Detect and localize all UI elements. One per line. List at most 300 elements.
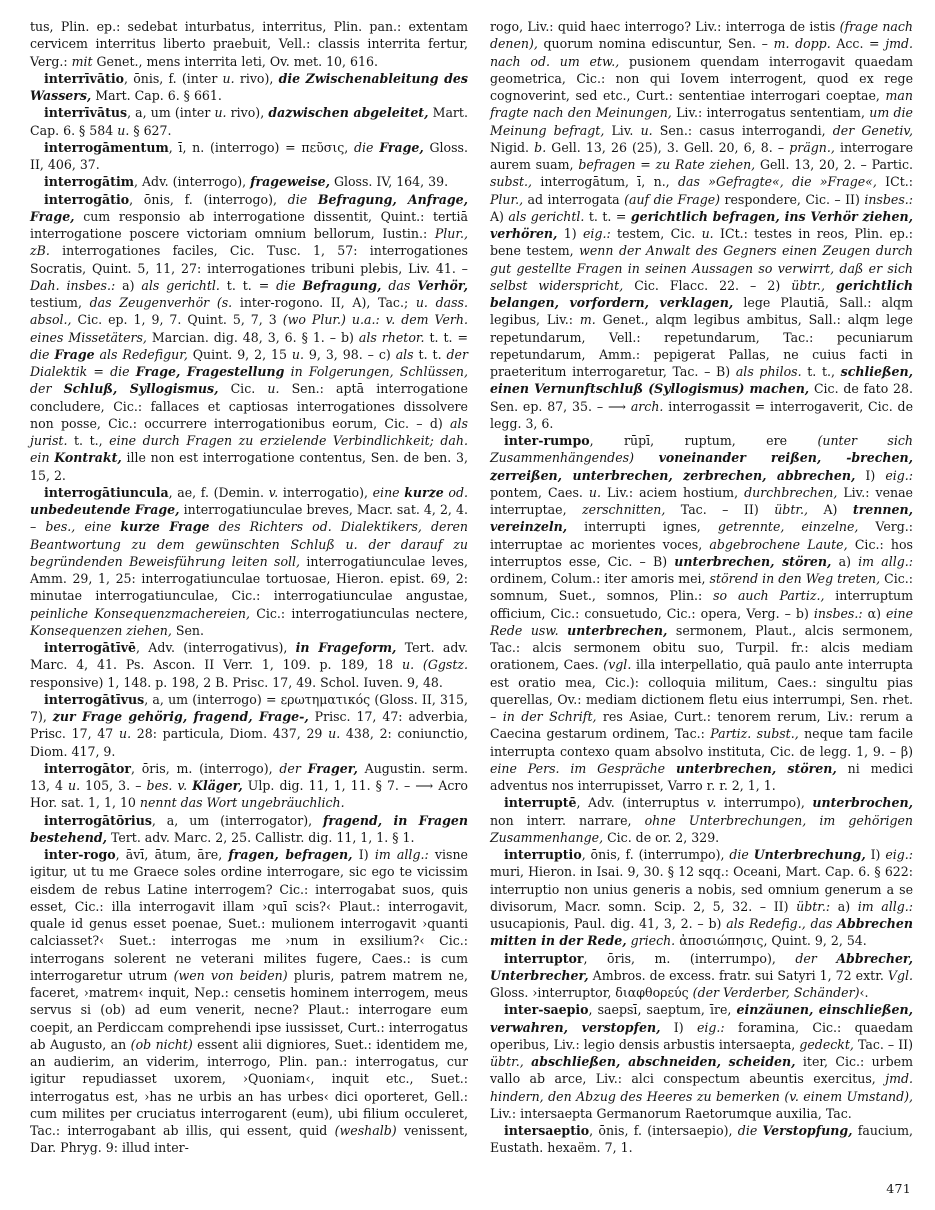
italic-note: eig.:: [583, 226, 611, 241]
entry-headword: interrogātim: [44, 174, 134, 190]
german-gloss: Befragung, Anfrage, Frage,: [30, 191, 468, 224]
citation-text: 438, 2: coniunctio, Diom. 417, 9.: [30, 726, 468, 759]
citation-text: sermonem, Plaut., alcis sermonem, Tac.: alcis sermonem obitu suo, Turpil. fr.: alcis mediam orationem, Caes.: [489, 622, 913, 673]
entry-headword: interrogātōrius: [44, 812, 152, 828]
german-gloss: gerichtlich belangen, vorfordern, verklagen,: [489, 277, 913, 310]
italic-note: das Zeugenverhör (s.: [89, 295, 233, 310]
citation-text: tus, Plin. ep.: sedebat inturbatus, interritus, Plin. pan.: extentam cervicem interritus liberto praebuit, Vell.: classis interrita fertur, Verg.:: [30, 19, 468, 69]
citation-text: Augustin. serm. 13, 4: [30, 760, 468, 793]
citation-text: Cic. de fato 28. Sen. ep. 87, 35. – ⟶: [489, 381, 913, 414]
citation-text: interrogationes faciles, Cic. Tusc. 1, 57: interrogationes Socratis, Quint. 5, 11, 27: interrogationes tribuni plebis, Liv. 41. –: [30, 243, 468, 276]
citation-text: Quint. 9, 2, 15: [187, 346, 292, 362]
citation-text: rivo),: [226, 105, 269, 121]
italic-note: eine: [372, 484, 405, 500]
italic-note: insbes.:: [813, 605, 863, 621]
italic-note: die: [287, 191, 318, 207]
italic-note: b.: [534, 139, 547, 155]
italic-note: übtr.,: [791, 277, 836, 293]
citation-text: Cic.: hos interruptos esse, Cic. – B): [489, 536, 913, 569]
citation-text: Cic. ep. 1, 9, 7. Quint. 5, 7, 3: [71, 312, 283, 328]
german-gloss: zur Frage gehörig, fragend, Frage-,: [52, 709, 309, 724]
dictionary-entry: [490, 794, 913, 846]
citation-text: inter-rogono. II, A), Tac.;: [232, 295, 416, 310]
dictionary-entry: [30, 104, 468, 139]
german-gloss: abschließen, abschneiden, scheiden,: [531, 1054, 796, 1069]
german-gloss: unbedeutende Frage,: [30, 502, 180, 517]
citation-text: Verg.: interruptae ac morientes voces,: [489, 519, 914, 552]
citation-text: interrogare aurem suam,: [489, 139, 913, 172]
italic-note: (der Verderber, Schänder): [692, 985, 860, 1000]
citation-text: Liv.: [604, 122, 641, 138]
citation-text: , ōris, m. (interrogo),: [130, 760, 280, 776]
citation-text: foramina, Cic.: quaedam operibus, Liv.: legio densis arbustis intersaepta,: [489, 1019, 913, 1052]
german-gloss: die Zwischenableitung des Wassers,: [30, 70, 468, 103]
citation-text: testem, Cic.: [610, 226, 702, 241]
german-gloss: Unterbrechung,: [753, 847, 866, 862]
citation-text: t. t.,: [801, 364, 841, 379]
citation-text: 105, 3. –: [80, 778, 147, 793]
citation-text: 9, 3, 98. – c): [303, 346, 396, 362]
italic-note: die: [354, 139, 380, 155]
italic-note: u.: [701, 226, 714, 241]
citation-text: res Asiae, Curt.: tenorem rerum, Liv.: rerum a Caecina gestarum ordinem, Tac.:: [489, 709, 914, 742]
citation-text: rogo, Liv.: quid haec interrogo? Liv.: interroga de istis: [489, 19, 840, 34]
citation-text: interrupti ignes,: [567, 519, 718, 535]
left-column: [30, 18, 468, 1157]
citation-text: interruptum officium, Cic.: consuetudo, Cic.: opera, Verg. – b): [489, 588, 913, 621]
citation-text: iter, Cic.: urbem vallo ab arce, Liv.: alci conspectum abeuntis exercitus,: [489, 1054, 913, 1087]
italic-note: griech.: [630, 933, 676, 949]
entry-headword: interrogātor: [44, 760, 131, 776]
citation-text: ICt.: testes in reos, Plin. ep.: bene testem,: [489, 226, 914, 259]
italic-note: des Richters od. Dialektikers, deren Beantwortung zu dem gewünschten Schluß u. der darauf zu begründenden Beweisführung leiten soll,: [30, 519, 468, 569]
citation-text: , Adv. (interrogativus),: [136, 640, 296, 655]
citation-text: Genet., mens interrita leti, Ov. met. 10, 616.: [96, 53, 378, 69]
entry-headword: interrogātio: [44, 191, 130, 207]
italic-note: der Genetiv,: [832, 122, 913, 138]
citation-text: I): [660, 1019, 697, 1035]
citation-text: respondere, Cic. – II): [720, 191, 865, 207]
italic-note: (auf die Frage): [624, 191, 721, 207]
german-gloss: Abbrecher, Unterbrecher,: [489, 950, 913, 983]
citation-text: Gloss. IV, 164, 39.: [329, 174, 449, 190]
entry-headword: interrogātīvē: [44, 640, 136, 655]
italic-note: wenn der Anwalt des Gegners einen Zeugen durch gut gestellte Fragen in seinen Aussagen so verwirrt, daß er sich selbst widerspricht,: [489, 243, 913, 293]
italic-note: Konsequenzen ziehen,: [30, 622, 172, 638]
entry-headword: inter-rogo: [44, 847, 116, 862]
italic-note: (frage nach denen),: [489, 19, 913, 52]
italic-note: im allg.:: [858, 553, 913, 569]
citation-text: Tert. adv. Marc. 4, 41. Ps. Ascon. II Verr. 1, 109. p. 189, 18: [30, 640, 468, 673]
italic-note: als jurist.: [30, 415, 468, 448]
italic-note: übtr.:: [796, 898, 831, 914]
entry-headword: interrīvātus: [44, 105, 128, 121]
italic-note: (wo Plur.) u.a.: v. dem Verh. eines Missetäters,: [30, 312, 468, 345]
german-gloss: Frage,: [379, 139, 424, 155]
italic-note: Dah. insbes.:: [30, 277, 116, 293]
italic-note: Partiz. subst.,: [710, 726, 799, 742]
citation-text: a): [115, 277, 142, 293]
italic-note: u. (Ggstz.: [402, 657, 468, 673]
entry-headword: inter-saepio: [503, 1002, 589, 1018]
dictionary-entry: [30, 760, 468, 812]
dictionary-entry: [30, 484, 468, 639]
citation-text: Cic. Flacc. 22. – 2): [623, 277, 792, 293]
citation-text: , ae, f. (Demin.: [168, 484, 269, 500]
italic-note: eig.:: [885, 847, 913, 862]
german-gloss: unterbrochen,: [812, 795, 913, 811]
citation-text: Sen.: casus interrogandi,: [652, 122, 833, 138]
citation-text: Cic.: interrogatiunculas nectere,: [250, 605, 468, 621]
citation-text: Gloss. ›interruptor,: [489, 985, 616, 1000]
german-gloss: Frager,: [307, 760, 358, 776]
page-number: 471: [886, 1181, 911, 1196]
citation-text: usucapionis, Paul. dig. 41, 3, 2. – b): [489, 916, 727, 931]
citation-text: Cic. de or. 2, 329.: [603, 829, 720, 845]
italic-note: u.: [328, 726, 341, 742]
italic-note: die: [729, 847, 754, 862]
citation-text: , Quint. 9, 2, 54.: [763, 933, 867, 949]
citation-text: t. t.,: [67, 433, 110, 448]
citation-text: Liv.: aciem hostium,: [600, 484, 745, 500]
dictionary-entry: [30, 173, 468, 190]
italic-note: bes. v.: [146, 778, 193, 793]
citation-text: 1): [557, 226, 583, 241]
italic-note: mit: [71, 53, 97, 69]
italic-note: der Dialektik = die: [30, 346, 468, 379]
citation-text: ille non est interrogatione contentus, Sen. de ben. 3, 15, 2.: [30, 450, 468, 483]
citation-text: Gell. 13, 20, 2. – Partic.: [755, 157, 913, 172]
italic-note: im allg.:: [857, 898, 913, 914]
dictionary-entry: [30, 191, 468, 484]
italic-note: v.: [706, 795, 717, 811]
citation-text: ICt.:: [876, 174, 913, 190]
entry-headword: interruptio: [503, 847, 582, 862]
citation-text: t. t.: [413, 346, 447, 362]
dictionary-entry: [490, 950, 913, 1002]
citation-text: faucium, Eustath. hexaëm. 7, 1.: [489, 1123, 913, 1156]
citation-text: Sen.: [171, 622, 204, 638]
italic-note: od.: [443, 484, 468, 500]
citation-text: ad interrogata: [523, 191, 625, 207]
citation-text: Nigid.: [489, 139, 535, 155]
italic-note: der: [795, 950, 837, 966]
italic-note: bes., eine: [45, 519, 121, 535]
citation-text: illa interpellatio, quā paulo ante interrupta est oratio mea, Cic.): colloquia militum, Caes.: singultu pias querellas, Ov.: mediam dictionem fletu eius interrumpi, Sen. rhet. –: [489, 657, 913, 724]
german-gloss: fragen, befragen,: [228, 847, 353, 862]
citation-text: , ōnis, f. (inter: [124, 70, 223, 86]
citation-text: ‹.: [859, 985, 869, 1000]
italic-note: als rhetor.: [358, 329, 425, 345]
italic-note: u.: [117, 122, 130, 138]
citation-text: t. t. =: [219, 277, 277, 293]
german-gloss: Verstopfung,: [762, 1123, 853, 1138]
citation-text: , āvī, ātum, āre,: [115, 847, 229, 862]
german-gloss: fragend, in Fragen bestehend,: [30, 812, 468, 845]
dictionary-entry: [30, 139, 468, 174]
german-gloss: Schluß, Syllogismus,: [63, 381, 219, 397]
german-gloss: kurze: [404, 484, 444, 500]
italic-note: u.: [118, 726, 132, 742]
italic-note: u.: [267, 381, 280, 397]
citation-text: , ōnis, f. (interrumpo),: [581, 847, 730, 862]
citation-text: , ōnis, f. (interrogo),: [129, 191, 288, 207]
greek-text: ἀποσιώπησις: [679, 933, 764, 949]
citation-text: interrogatiunculae breves, Macr. sat. 4, 2, 4. –: [30, 502, 468, 535]
italic-note: Plur., zB.: [30, 226, 468, 259]
italic-note: u.: [640, 122, 653, 138]
italic-note: zerschnitten,: [582, 502, 666, 517]
citation-text: interrogatio),: [278, 484, 373, 500]
citation-text: interrumpo),: [716, 795, 813, 811]
dictionary-entry: [490, 1001, 913, 1122]
citation-text: quorum nomina ediscuntur, Sen. –: [537, 36, 774, 52]
entry-headword: interrogāmentum: [44, 139, 169, 155]
citation-text: , ōris, m. (interrumpo),: [583, 950, 796, 966]
citation-text: venissent, Dar. Phryg. 9: illud inter-: [30, 1123, 468, 1156]
italic-note: die: [276, 277, 303, 293]
citation-text: I): [855, 467, 886, 483]
italic-note: der: [279, 760, 308, 776]
italic-note: als Redefig., das: [726, 916, 838, 931]
entry-continuation: [490, 18, 913, 432]
dictionary-entry: [490, 432, 913, 794]
entry-headword: interrīvātio: [44, 70, 125, 86]
italic-note: (unter sich Zusammenhängendes): [489, 433, 913, 466]
citation-text: Genet., alqm legibus ambitus, Sall.: alqm lege repetundarum, Vell.: repetundarum, Tac.: pecuniarum repetundarum, Amm.: pepigerat Pallas, ne cuius facti in praeteritum interrogaretur, Tac. – B): [489, 312, 913, 379]
italic-note: das »Gefragte«, die »Frage«,: [678, 174, 877, 190]
italic-note: als: [395, 346, 414, 362]
german-gloss: trennen, vereinzeln,: [489, 502, 914, 535]
citation-text: Mart. Cap. 6. § 584: [30, 105, 468, 138]
citation-text: Liv.: interrogatus sententiam,: [671, 105, 870, 121]
citation-text: , a, um (interrogo) =: [144, 691, 281, 707]
dictionary-entry: [30, 70, 468, 105]
citation-text: Acc. =: [830, 36, 886, 52]
citation-text: pluris, patrem matrem ne, faceret, ›matrem‹ inquit, Nep.: censetis hominem interrogem, meus servus si (ob) ad eum venerit, necne? Plaut.: interrogare eum coepit, an Perdiccam comprehendi ipse iussisset, Curt.: interrogatus ab Augusto, an: [30, 967, 468, 1052]
greek-text: πεῦσις: [301, 139, 345, 155]
citation-text: (Gloss. II, 315, 7),: [30, 691, 468, 724]
italic-note: u.: [68, 778, 81, 793]
citation-text: Cic.: [218, 381, 268, 397]
italic-note: getrennte, einzelne,: [717, 519, 859, 535]
german-gloss: frageweise,: [250, 174, 330, 190]
citation-text: I): [352, 847, 375, 862]
citation-text: Prisc. 17, 47: adverbia, Prisc. 17, 47: [30, 709, 468, 742]
citation-text: Tac. – II): [853, 1036, 913, 1052]
italic-note: u.: [222, 70, 235, 86]
citation-text: , ōnis, f. (intersaepio),: [589, 1123, 738, 1138]
citation-text: t. t. =: [424, 329, 468, 345]
citation-text: Ulp. dig. 11, 1, 11. § 7. – ⟶ Acro Hor. sat. 1, 1, 10: [30, 778, 468, 811]
italic-note: im allg.:: [374, 847, 429, 862]
italic-note: als gerichtl.: [508, 208, 585, 224]
italic-note: als Redefigur,: [94, 346, 188, 362]
citation-text: , Adv. (interruptus: [576, 795, 707, 811]
citation-text: lege Plautiā, Sall.: alqm legibus, Liv.:: [489, 295, 913, 328]
citation-text: , a, um (inter: [127, 105, 215, 121]
italic-note: in der Schrift,: [502, 709, 597, 724]
italic-note: Plur.,: [489, 191, 524, 207]
citation-text: I): [865, 847, 886, 862]
german-gloss: kurze Frage: [120, 519, 210, 535]
italic-note: in Folgerungen, Schlüssen, der: [30, 364, 468, 397]
italic-note: m.: [579, 312, 596, 328]
dictionary-entry: [30, 812, 468, 847]
german-gloss: voneinander reißen, -brechen, zerreißen, unterbrechen, zerbrechen, abbrechen,: [489, 450, 913, 483]
italic-note: übtr.,: [489, 1054, 532, 1069]
greek-text: ερωτηματικός: [280, 691, 371, 707]
two-column-text-body: [30, 18, 913, 1168]
italic-note: eine durch Fragen zu erzielende Verbindlichkeit; dah. ein: [30, 433, 468, 466]
citation-text: ,: [344, 139, 355, 155]
citation-text: § 627.: [129, 122, 172, 138]
italic-note: arch.: [630, 398, 664, 414]
italic-note: eine Rede usw.: [489, 605, 913, 638]
italic-note: ohne Unterbrechungen, im gehörigen Zusammenhange,: [489, 812, 914, 845]
italic-note: v.: [268, 484, 279, 500]
citation-text: A): [807, 502, 853, 517]
citation-text: responsive) 1, 148. p. 198, 2 B. Prisc. 17, 49. Schol. Iuven. 9, 48.: [30, 674, 443, 690]
german-gloss: unterbrechen, stören,: [674, 553, 832, 569]
citation-text: A): [489, 208, 509, 224]
italic-note: man fragte nach den Meinungen,: [489, 88, 913, 121]
dictionary-entry: [30, 691, 468, 760]
citation-text: neque tam facile interrupta contexo quam absolvo instituta, Cic. de legg. 1, 9. – β): [489, 726, 914, 759]
citation-text: interrogassit = interrogaverit, Cic. de legg. 3, 6.: [489, 398, 913, 431]
german-gloss: gerichtlich befragen, ins Verhör ziehen, verhören,: [489, 208, 914, 241]
citation-text: t. t. =: [584, 208, 631, 224]
citation-text: rivo),: [234, 70, 279, 86]
citation-text: Tert. adv. Marc. 2, 25. Callistr. dig. 11, 1, 1. § 1.: [106, 829, 415, 845]
citation-text: Liv.: venae interruptae,: [489, 484, 913, 517]
citation-text: non interr. narrare,: [489, 812, 645, 828]
german-gloss: Frage, Fragestellung: [135, 364, 285, 379]
citation-text: cum responsio ab interrogatione dissentit, Quint.: tertiā interrogatione poscere victoriam omnium bellorum, Iustin.:: [30, 208, 468, 241]
citation-text: interrogātum, ī, n.,: [531, 174, 679, 190]
entry-headword: interrogātiuncula: [44, 484, 169, 500]
citation-text: pontem, Caes.: [489, 484, 589, 500]
german-gloss: Frage: [54, 346, 95, 362]
citation-text: 28: particula, Diom. 437, 29: [131, 726, 329, 742]
italic-note: (wen von beiden): [173, 967, 288, 983]
italic-note: als gerichtl.: [141, 277, 220, 293]
entry-headword: inter-rumpo: [503, 433, 590, 448]
italic-note: Vgl.: [887, 967, 913, 983]
italic-note: abgebrochene Laute,: [709, 536, 848, 552]
italic-note: prägn.,: [789, 139, 835, 155]
italic-note: peinliche Konsequenzmachereien,: [30, 605, 250, 621]
italic-note: (vgl.: [603, 657, 632, 673]
entry-headword: interrogātīvus: [44, 691, 145, 707]
italic-note: u. dass. absol.,: [30, 295, 468, 328]
citation-text: α): [862, 605, 887, 621]
citation-text: ni medici adventus nos interrupisset, Varro r. r. 2, 1, 1.: [489, 760, 913, 793]
italic-note: als philos.: [735, 364, 802, 379]
italic-note: die: [30, 346, 55, 362]
greek-text: διαφθορεύς: [615, 985, 689, 1000]
italic-note: durchbrechen,: [744, 484, 838, 500]
citation-text: Gell. 13, 26 (25), 3. Gell. 20, 6, 8. –: [546, 139, 790, 155]
italic-note: um die Meinung befragt,: [489, 105, 913, 138]
italic-note: so auch Partiz.,: [713, 588, 825, 604]
german-gloss: Kläger,: [192, 778, 243, 793]
citation-text: Liv.: intersaepta Germanorum Raetorumque auxilia, Tac.: [489, 1105, 852, 1121]
italic-note: befragen = zu Rate ziehen,: [578, 157, 756, 172]
citation-text: , a, um (interrogator),: [151, 812, 324, 828]
italic-note: störend in den Weg treten,: [709, 571, 881, 586]
italic-note: gedeckt,: [799, 1036, 854, 1052]
citation-text: , ī, n. (interrogo) =: [168, 139, 302, 155]
italic-note: u.: [291, 346, 304, 362]
citation-text: interrogatiunculae leves, Amm. 29, 1, 25: interrogatiunculae tortuosae, Hieron. epist. 69, 2: minutae interrogatiunculae, Cic.: interrogatiunculae angustae,: [30, 553, 468, 604]
italic-note: u.: [588, 484, 601, 500]
italic-note: die: [737, 1123, 763, 1138]
italic-note: m. dopp.: [773, 36, 831, 52]
german-gloss: Befragung,: [302, 277, 382, 293]
citation-text: ordinem, Colum.: iter amoris mei,: [489, 571, 710, 586]
dictionary-entry: [490, 846, 913, 950]
dictionary-entry: [30, 639, 468, 691]
citation-text: Mart. Cap. 6. § 661.: [91, 88, 222, 103]
italic-note: eine Pers. im Gespräche: [489, 760, 676, 776]
italic-note: subst.,: [489, 174, 532, 190]
german-gloss: schließen, einen Vernunftschluß (Syllogismus) machen,: [489, 364, 913, 397]
entry-headword: interruptor: [503, 950, 584, 966]
german-gloss: Kontrakt,: [54, 450, 122, 466]
citation-text: muri, Hieron. in Isai. 9, 30. § 12 sqq.: Oceani, Mart. Cap. 6. § 622: interruptio non unius generis a nobis, sed omnium generum a se divisorum, Macr. somn. Scip. 2, 5, 32. – II): [489, 864, 913, 914]
german-gloss: unterbrechen, stören,: [675, 760, 837, 776]
citation-text: Gloss. II, 406, 37.: [30, 139, 468, 172]
german-gloss: unterbrechen,: [567, 622, 668, 638]
citation-text: essent alii digniores, Suet.: identidem me, an audierim, an viderim, interrogo, Plin. pan.: interrogatus, cur igitur repudiasset uxorem, ›Quoniam‹, inquit etc., Suet.: interrogatus est, ›has ne urbis an has urbes‹ dici oporteret, Gell.: cum milites per cruciatus interrogarent (eum), ubi filium occuleret, Tac.: interrogabant ab illis, qui essent, quid: [30, 1036, 468, 1138]
citation-text: visne igitur, ut tu me Graece soles ordine interrogare, sic ego te vicissim eisdem de rebus Latine interrogem? Cic.: interrogabat suos, quis esset, Cic.: illa interrogavit illam ›quī scis?‹ Plaut.: interrogavit, quale id genus esset poenae, Suet.: mulionem interrogavit ›quanti calciasset?‹ Suet.: interrogas me ›num in exsilium?‹ Cic.: interrogans solerent ne veterani milites fugere, Caes.: is cum interrogaretur utrum: [30, 847, 468, 983]
citation-text: Cic.: somnum, Suet., somnos, Plin.:: [489, 571, 913, 604]
german-gloss: Abbrechen mitten in der Rede,: [489, 916, 914, 949]
italic-note: insbes.:: [864, 191, 913, 207]
citation-text: Tac. – II): [665, 502, 775, 517]
citation-text: a): [831, 553, 859, 569]
italic-note: eig.:: [696, 1019, 725, 1035]
german-gloss: Verhör,: [417, 277, 468, 293]
citation-text: Marcian. dig. 48, 3, 6. § 1. – b): [146, 329, 359, 345]
italic-note: eig.:: [885, 467, 913, 483]
citation-text: , Adv. (interrogo),: [134, 174, 251, 190]
german-gloss: in Frageform,: [295, 640, 397, 655]
german-gloss: einzäunen, einschließen, verwahren, verstopfen,: [489, 1002, 913, 1035]
dictionary-entry: [30, 846, 468, 1157]
german-gloss: dazwischen abgeleitet,: [268, 105, 429, 121]
citation-text: Ambros. de excess. fratr. sui Satyri 1, 72 extr.: [588, 967, 888, 983]
citation-text: , rūpī, ruptum, ere: [589, 433, 818, 448]
italic-note: das: [388, 277, 418, 293]
citation-text: pusionem quendam interrogavit quaedam geometrica, Cic.: non qui Iovem interrogent, quod ex rege cognoverint, sed etc., Curt.: sententiae interrogari coeptae,: [489, 53, 913, 103]
entry-continuation: [30, 18, 468, 70]
right-column: [490, 18, 913, 1157]
citation-text: , saepsī, saeptum, īre,: [588, 1002, 737, 1018]
citation-text: testium,: [30, 295, 90, 310]
italic-note: nennt das Wort ungebräuchlich.: [139, 795, 345, 811]
italic-note: jmd. nach od. um etw.,: [489, 36, 914, 69]
italic-note: u.: [214, 105, 227, 121]
entry-headword: interruptē: [503, 795, 577, 811]
dictionary-entry: [490, 1122, 913, 1157]
italic-note: (ob nicht): [130, 1036, 193, 1052]
italic-note: (weshalb): [334, 1123, 397, 1138]
italic-note: übtr.,: [774, 502, 808, 517]
italic-note: jmd. hindern, den Abzug des Heeres zu bemerken (v. einem Umstand),: [489, 1071, 913, 1104]
citation-text: a): [830, 898, 858, 914]
